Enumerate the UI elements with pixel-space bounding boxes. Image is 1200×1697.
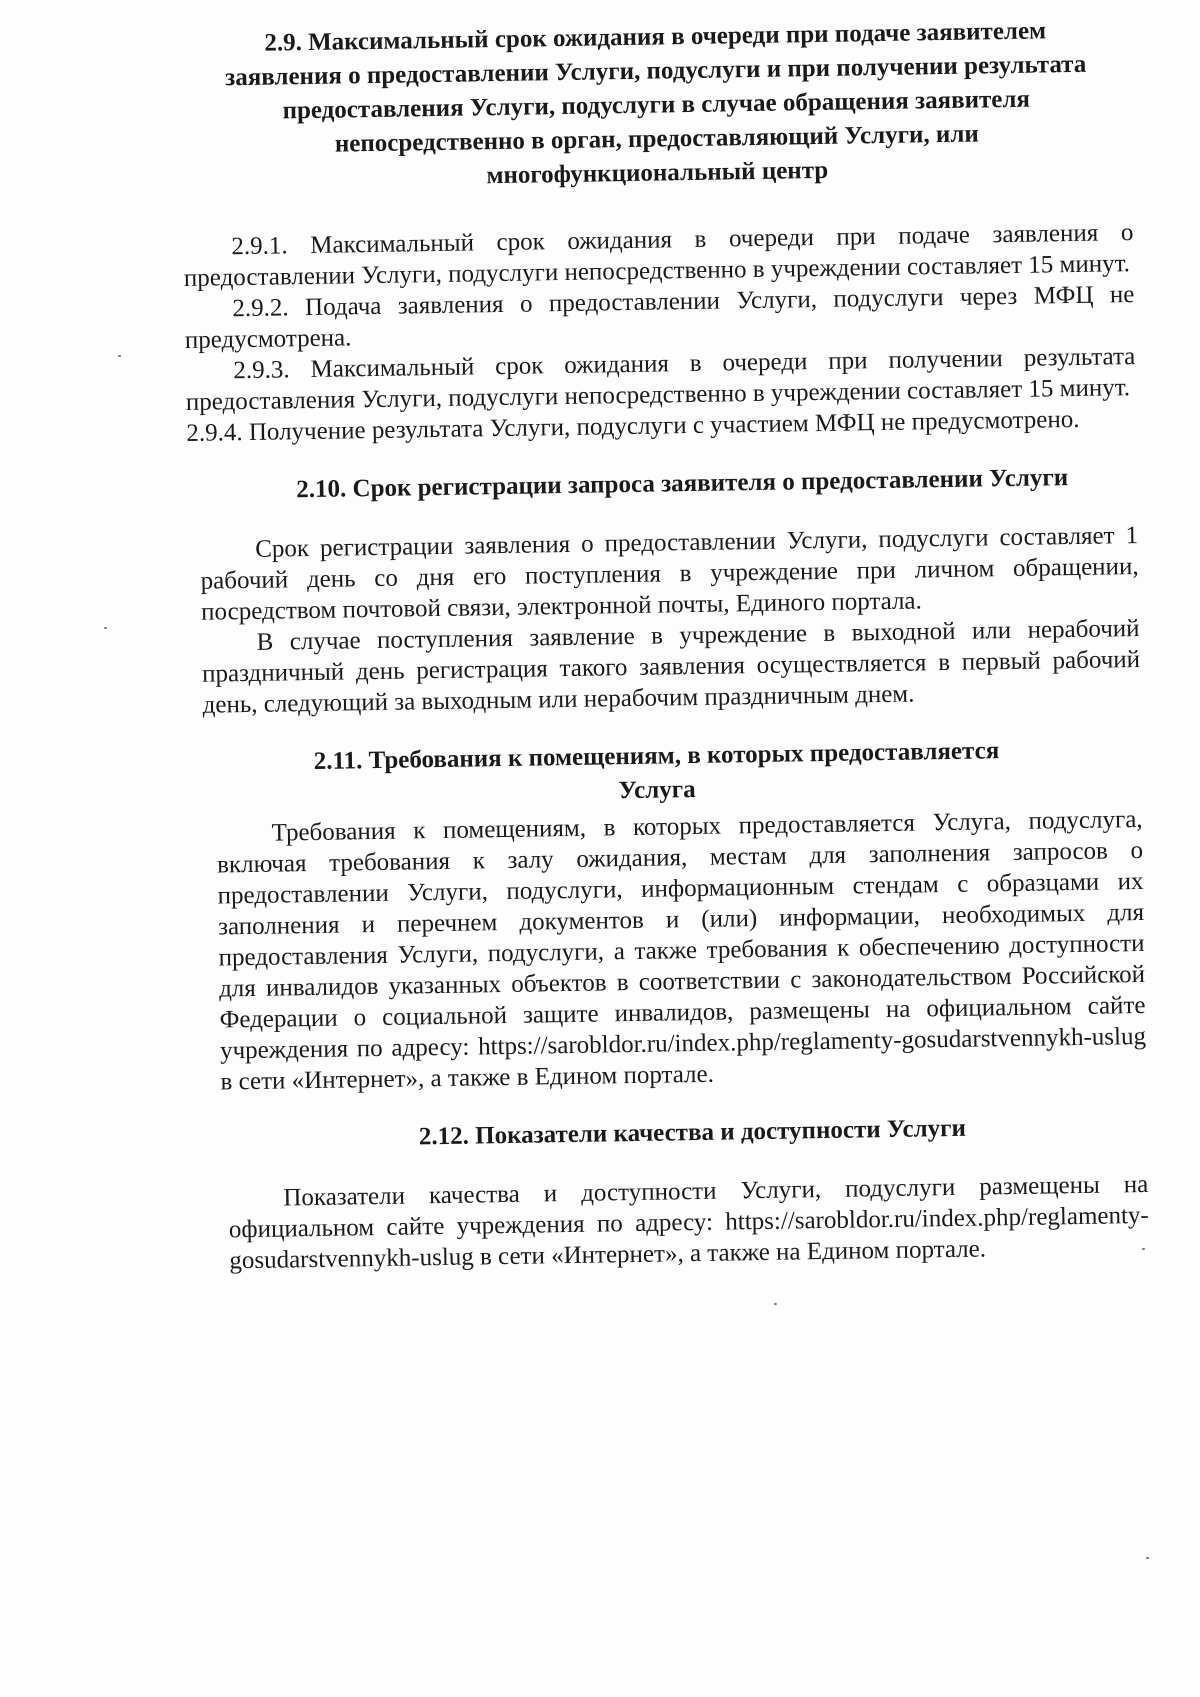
paragraph: 2.9.4. Получение результата Услуги, подуслуги с участием МФЦ не предусмотрено. xyxy=(186,405,1080,447)
section-2-12 xyxy=(197,1109,1149,1277)
paragraph: 2.9.2. Подача заявления о предоставлении Услуги, подуслуги через МФЦ не предусмотрена. xyxy=(184,281,1135,354)
paragraph: 2.9.3. Максимальный срок ожидания в очереди при получении результата предоставления Услуги, подуслуги непосредственно в учреждении составляет 15 минут. xyxy=(185,343,1136,416)
paragraph: Срок регистрации заявления о предоставлении Услуги, подуслуги составляет 1 рабочий день со дня его поступления в учреждение при личном обращении, посредством почтовой связи, электронной почты, Единого портала. xyxy=(200,522,1139,626)
paragraph: 2.9.1. Максимальный срок ожидания в очереди при подаче заявления о предоставлении Услуги, подуслуги непосредственно в учреждении составляет 15 минут. xyxy=(183,219,1134,292)
scan-speck xyxy=(104,627,107,629)
section-heading: 2.12. Показатели качества и доступности Услуги xyxy=(418,1114,967,1151)
scan-speck xyxy=(774,1303,777,1305)
paragraph: В случае поступления заявление в учреждение в выходной или нерабочий праздничный день регистрация такого заявления осуществляется в первый рабочий день, следующий за выходным или нерабочим праздничным днем. xyxy=(201,615,1141,719)
document-body xyxy=(180,13,1150,1277)
section-2-9 xyxy=(180,13,1136,449)
paragraph: Требования к помещениям, в которых предоставляется Услуга, подуслуга, включая требования к залу ожидания, местам для заполнения запросов о предоставлении Услуги, подуслуги, информационным стендам с образцами их заполнения и перечнем документов и (или) информации, необходимых для предоставления Услуги, подуслуги, а также требования к обеспечению доступности для инвалидов указанных объектов в соответствии с законодательством Российской Федерации о социальной защите инвалидов, размещены на официальном сайте учреждения по адресу: https://sarobldor.ru/index.php/reglamenty-gosudarstvennykh-uslug в сети «Интернет», а также в Едином портале. xyxy=(216,805,1147,1096)
section-heading: 2.10. Срок регистрации запроса заявителя о предоставлении Услуги xyxy=(296,464,1069,504)
paragraph: Показатели качества и доступности Услуги, подуслуги размещены на официальном сайте учреждения по адресу: https://sarobldor.ru/index.php/reglamenty-gosudarstvennykh-uslug в сети «Интернет», а также на Едином портале. xyxy=(228,1170,1149,1275)
section-heading: 2.11. Требования к помещениям, в которых предоставляется Услуга xyxy=(313,737,1000,805)
section-heading: 2.9. Максимальный срок ожидания в очереди при подаче заявителем заявления о предоставлении Услуги, подуслуги и при получении результата предоставления Услуги, подуслуги в случае обращения заявителя непосредственно в орган, предоставляющий Услуги, или многофункциональный центр xyxy=(224,17,1087,190)
section-2-11 xyxy=(191,732,1146,1098)
scan-speck xyxy=(1146,1557,1149,1559)
section-2-10 xyxy=(187,460,1141,721)
scan-speck xyxy=(118,355,121,357)
